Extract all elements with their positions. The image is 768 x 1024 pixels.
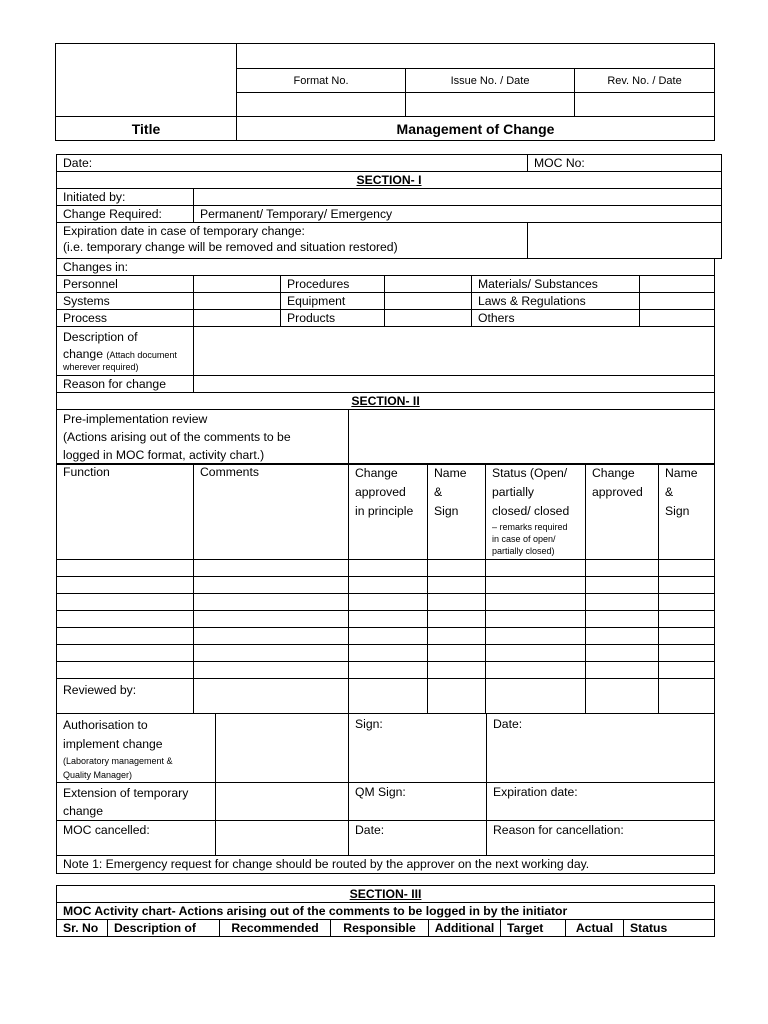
table-row — [57, 628, 715, 645]
table-row — [57, 645, 715, 662]
cancel-date-field[interactable]: Date: — [349, 821, 487, 856]
laws-checkbox[interactable] — [640, 293, 715, 310]
col-name2-line-1: Name — [665, 466, 698, 480]
table-row — [57, 560, 715, 577]
col-name-line-3: Sign — [434, 504, 459, 518]
col-responsible: Responsible — [331, 920, 429, 937]
title-label: Title — [56, 117, 237, 141]
authorisation-value[interactable] — [216, 714, 349, 783]
col-name2-line-2: & — [665, 485, 674, 499]
others-checkbox[interactable] — [640, 310, 715, 327]
auth-line-2: implement change — [63, 737, 163, 751]
col-name2-line-3: Sign — [665, 504, 690, 518]
issue-no-label: Issue No. / Date — [406, 69, 575, 93]
reason-value[interactable] — [194, 376, 715, 393]
date-field[interactable]: Date: — [57, 155, 528, 172]
reason-label: Reason for change — [57, 376, 194, 393]
col-status-line-5: in case of open/ — [492, 534, 556, 544]
systems-label: Systems — [57, 293, 194, 310]
col-actual: Actual — [566, 920, 624, 937]
col-name-sign — [428, 464, 486, 560]
others-label: Others — [472, 310, 640, 327]
section-2-heading: SECTION- II — [57, 393, 715, 410]
col-change-line-2: approved — [355, 485, 406, 499]
col-status-line-3: closed/ closed — [492, 504, 570, 518]
reviewed-by-comments[interactable] — [194, 679, 349, 714]
reviewed-by-name2[interactable] — [659, 679, 715, 714]
moc-cancelled-label: MOC cancelled: — [57, 821, 216, 856]
rev-no-value[interactable] — [575, 93, 715, 117]
ext-line-1: Extension of temporary — [63, 786, 189, 800]
col-sr-no: Sr. No — [57, 920, 108, 937]
table-row — [57, 611, 715, 628]
pre-review-line-3: logged in MOC format, activity chart.) — [63, 448, 265, 462]
description-table — [56, 326, 715, 393]
change-required-value[interactable]: Permanent/ Temporary/ Emergency — [194, 206, 722, 223]
auth-date-field[interactable]: Date: — [487, 714, 715, 783]
col-status-line-2: partially — [492, 485, 534, 499]
qm-sign-field[interactable]: QM Sign: — [349, 783, 487, 821]
auth-line-3: (Laboratory management & — [63, 756, 173, 766]
products-checkbox[interactable] — [385, 310, 472, 327]
systems-checkbox[interactable] — [194, 293, 281, 310]
col-change-line-1: Change — [355, 466, 398, 480]
reason-cancel-field[interactable]: Reason for cancellation: — [487, 821, 715, 856]
col-change2-line-2: approved — [592, 485, 643, 499]
expiration-line-1: Expiration date in case of temporary change: — [63, 224, 305, 238]
col-change2-line-1: Change — [592, 466, 635, 480]
reviewed-by-change2[interactable] — [586, 679, 659, 714]
col-status-line-4: – remarks required — [492, 522, 568, 532]
pre-review-value[interactable] — [349, 410, 715, 465]
table-row — [57, 577, 715, 594]
section-2-review-table — [56, 392, 715, 465]
col-name-line-1: Name — [434, 466, 467, 480]
process-checkbox[interactable] — [194, 310, 281, 327]
section-3-table — [56, 885, 715, 937]
extension-value[interactable] — [216, 783, 349, 821]
col-name-line-2: & — [434, 485, 443, 499]
authorisation-table — [56, 713, 715, 874]
header-table — [55, 43, 715, 141]
section-1-table — [56, 154, 722, 259]
reviewed-by-label: Reviewed by: — [57, 679, 194, 714]
description-note-1: (Attach document — [106, 350, 177, 360]
col-change-approved — [586, 464, 659, 560]
description-value[interactable] — [194, 327, 715, 376]
extension-label — [57, 783, 216, 821]
change-required-label: Change Required: — [57, 206, 194, 223]
col-change-line-3: in principle — [355, 504, 414, 518]
review-grid-table — [56, 463, 715, 714]
expiration-date-label — [57, 223, 528, 259]
products-label: Products — [281, 310, 385, 327]
auth-line-4: Quality Manager) — [63, 770, 133, 780]
changes-in-table — [56, 258, 715, 327]
col-function: Function — [57, 464, 194, 560]
description-label — [57, 327, 194, 376]
pre-review-line-2: (Actions arising out of the comments to be — [63, 430, 291, 444]
sign-field[interactable]: Sign: — [349, 714, 487, 783]
materials-checkbox[interactable] — [640, 276, 715, 293]
col-description: Description of — [108, 920, 220, 937]
expiration-line-2: (i.e. temporary change will be removed and situation restored) — [63, 240, 398, 254]
moc-no-field[interactable]: MOC No: — [528, 155, 722, 172]
initiated-by-label: Initiated by: — [57, 189, 194, 206]
note-1: Note 1: Emergency request for change should be routed by the approver on the next working day. — [57, 856, 715, 874]
description-note-2: wherever required) — [63, 362, 139, 372]
section-1-heading: SECTION- I — [57, 172, 722, 189]
personnel-checkbox[interactable] — [194, 276, 281, 293]
rev-no-label: Rev. No. / Date — [575, 69, 715, 93]
col-status-line-6: partially closed) — [492, 546, 555, 556]
reviewed-by-change[interactable] — [349, 679, 428, 714]
ext-line-2: change — [63, 804, 103, 818]
description-line-2: change — [63, 347, 103, 361]
materials-label: Materials/ Substances — [472, 276, 640, 293]
col-target: Target — [501, 920, 566, 937]
pre-review-label — [57, 410, 349, 465]
auth-line-1: Authorisation to — [63, 718, 148, 732]
col-status-line-1: Status (Open/ — [492, 466, 568, 480]
procedures-label: Procedures — [281, 276, 385, 293]
col-additional: Additional — [429, 920, 501, 937]
format-no-value[interactable] — [237, 93, 406, 117]
col-recommended: Recommended — [220, 920, 331, 937]
issue-no-value[interactable] — [406, 93, 575, 117]
col-status — [486, 464, 586, 560]
equipment-checkbox[interactable] — [385, 293, 472, 310]
col-name-sign-2 — [659, 464, 715, 560]
col-status: Status — [624, 920, 715, 937]
section-3-heading: SECTION- III — [57, 886, 715, 903]
laws-label: Laws & Regulations — [472, 293, 640, 310]
expiration-date-field[interactable]: Expiration date: — [487, 783, 715, 821]
changes-in-label: Changes in: — [57, 259, 715, 276]
reviewed-by-name[interactable] — [428, 679, 486, 714]
header-blank-cell — [237, 44, 715, 69]
format-no-label: Format No. — [237, 69, 406, 93]
col-change-approved-principle — [349, 464, 428, 560]
moc-cancelled-value[interactable] — [216, 821, 349, 856]
description-line-1: Description of — [63, 330, 138, 344]
personnel-label: Personnel — [57, 276, 194, 293]
reviewed-by-status[interactable] — [486, 679, 586, 714]
expiration-date-value[interactable] — [528, 223, 722, 259]
pre-review-line-1: Pre-implementation review — [63, 412, 208, 426]
logo-cell — [56, 44, 237, 117]
table-row — [57, 594, 715, 611]
procedures-checkbox[interactable] — [385, 276, 472, 293]
col-comments: Comments — [194, 464, 349, 560]
initiated-by-value[interactable] — [194, 189, 722, 206]
authorisation-label — [57, 714, 216, 783]
equipment-label: Equipment — [281, 293, 385, 310]
title-value: Management of Change — [237, 117, 715, 141]
section-3-subheading: MOC Activity chart- Actions arising out of the comments to be logged in by the initiator — [57, 903, 715, 920]
table-row — [57, 662, 715, 679]
process-label: Process — [57, 310, 194, 327]
